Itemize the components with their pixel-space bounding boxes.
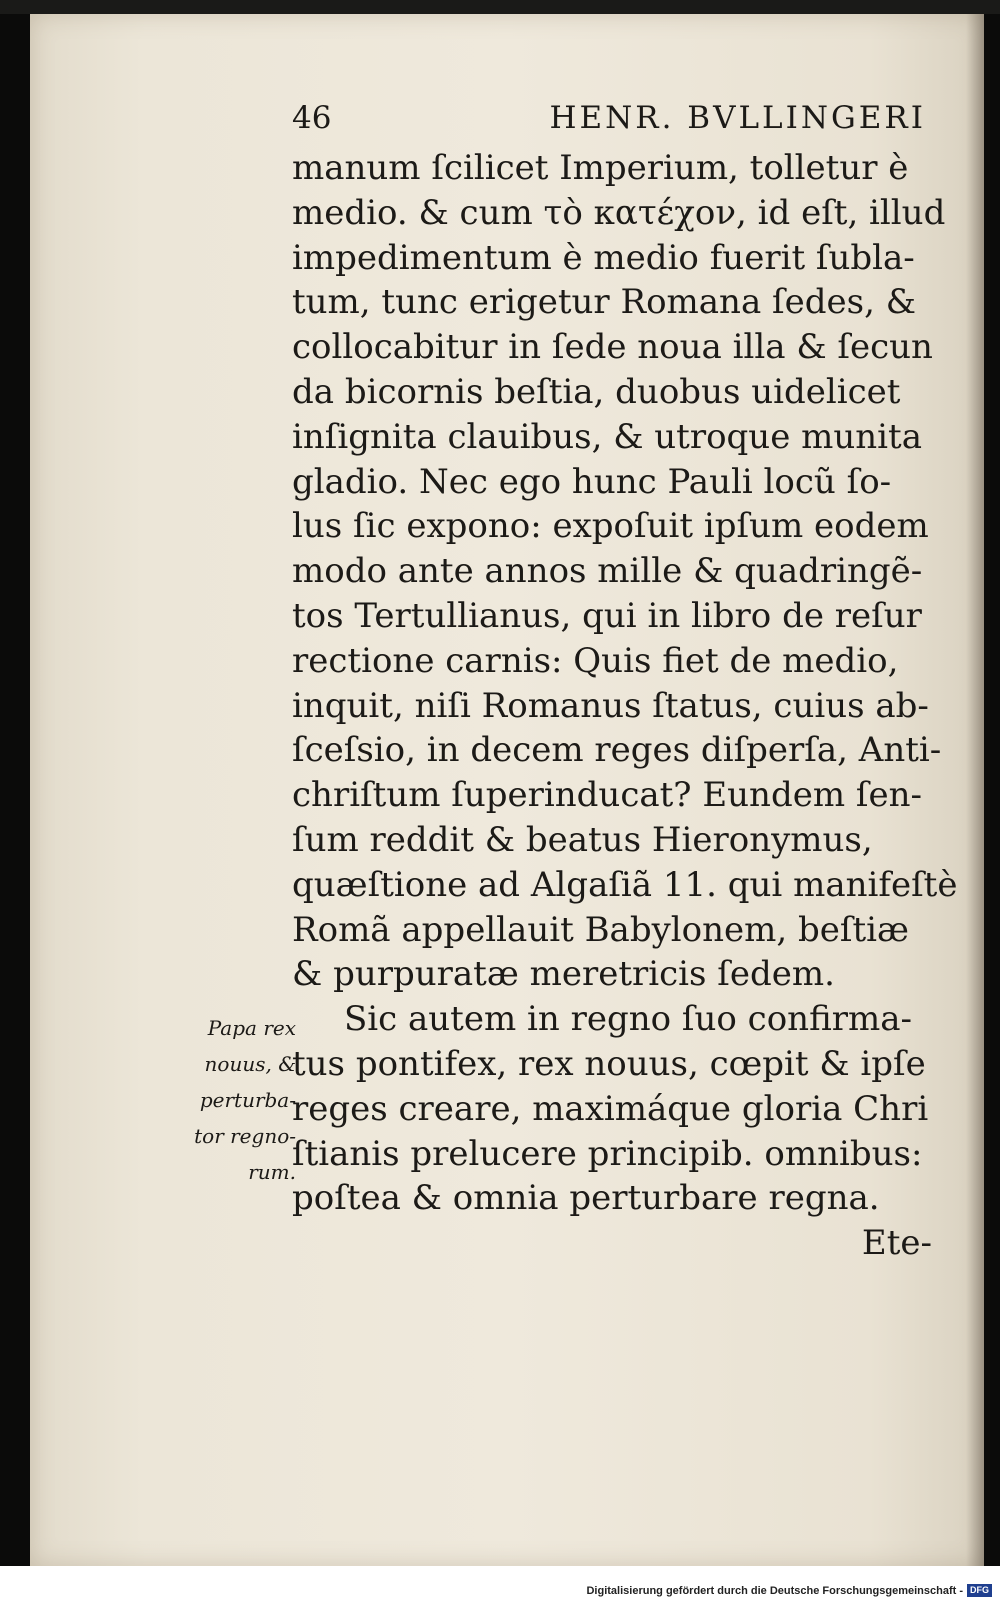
text-line: tus pontifex, rex nouus, cœpit & ipſe xyxy=(292,1043,926,1084)
funding-credit-text: Digitalisierung gefördert durch die Deutsche Forschungsgemeinschaft - xyxy=(586,1584,963,1597)
text-line: chriſtum ſuperinducat? Eundem ſen- xyxy=(292,775,922,816)
scan-top-border xyxy=(0,0,1000,14)
running-head xyxy=(292,100,932,146)
text-line: collocabitur in ſede noua illa & ſecun xyxy=(292,327,933,368)
catchword: Ete- xyxy=(861,1223,932,1264)
marginal-note-line: tor regno- xyxy=(194,1124,296,1148)
dfg-logo: DFG xyxy=(967,1584,992,1597)
text-line: poſtea & omnia perturbare regna. xyxy=(292,1178,880,1219)
text-line: inquit, niſi Romanus ſtatus, cuius ab- xyxy=(292,685,929,726)
marginal-note-line: perturba- xyxy=(199,1088,296,1112)
marginal-note-line: Papa rex xyxy=(207,1016,296,1040)
text-line: quæſtione ad Algaſiã 11. qui manifeſtè xyxy=(292,864,958,905)
text-line: ſum reddit & beatus Hieronymus, xyxy=(292,819,873,860)
funding-credit xyxy=(586,1584,992,1597)
text-line: rectione carnis: Quis fiet de medio, xyxy=(292,640,899,681)
paragraph-start-line: Sic autem in regno ſuo confirma- xyxy=(344,999,913,1040)
text-line: Romã appellauit Babylonem, beſtiæ xyxy=(292,909,909,950)
marginal-note-line: rum. xyxy=(248,1160,296,1184)
text-line: reges creare, maximáque gloria Chri xyxy=(292,1088,929,1129)
text-line: lus ſic expono: expoſuit ipſum eodem xyxy=(292,506,929,547)
marginal-note-line: nouus, & xyxy=(204,1052,296,1076)
text-line: tos Tertullianus, qui in libro de reſur xyxy=(292,595,922,636)
text-line: inſignita clauibus, & utroque munita xyxy=(292,416,922,457)
text-line: modo ante annos mille & quadringẽ- xyxy=(292,551,923,592)
text-line: medio. & cum τὸ κατέχον, id eſt, illud xyxy=(292,192,946,233)
page-number: 46 xyxy=(292,100,332,136)
text-line: & purpuratæ meretricis ſedem. xyxy=(292,954,835,995)
text-line: impedimentum è medio fuerit ſubla- xyxy=(292,237,915,278)
marginal-note xyxy=(136,1010,296,1190)
page-body xyxy=(292,100,958,1266)
running-title: HENR. BVLLINGERI xyxy=(549,100,926,136)
text-line: ſtianis prelucere principib. omnibus: xyxy=(292,1133,923,1174)
text-line: gladio. Nec ego hunc Pauli locũ ſo- xyxy=(292,461,892,502)
page-gutter-shadow xyxy=(966,14,984,1566)
text-line: ſceſsio, in decem reges diſperſa, Anti- xyxy=(292,730,942,771)
text-line: manum ſcilicet Imperium, tolletur è xyxy=(292,148,909,188)
text-line: da bicornis beſtia, duobus uidelicet xyxy=(292,371,901,412)
text-line: tum, tunc erigetur Romana ſedes, & xyxy=(292,282,916,323)
